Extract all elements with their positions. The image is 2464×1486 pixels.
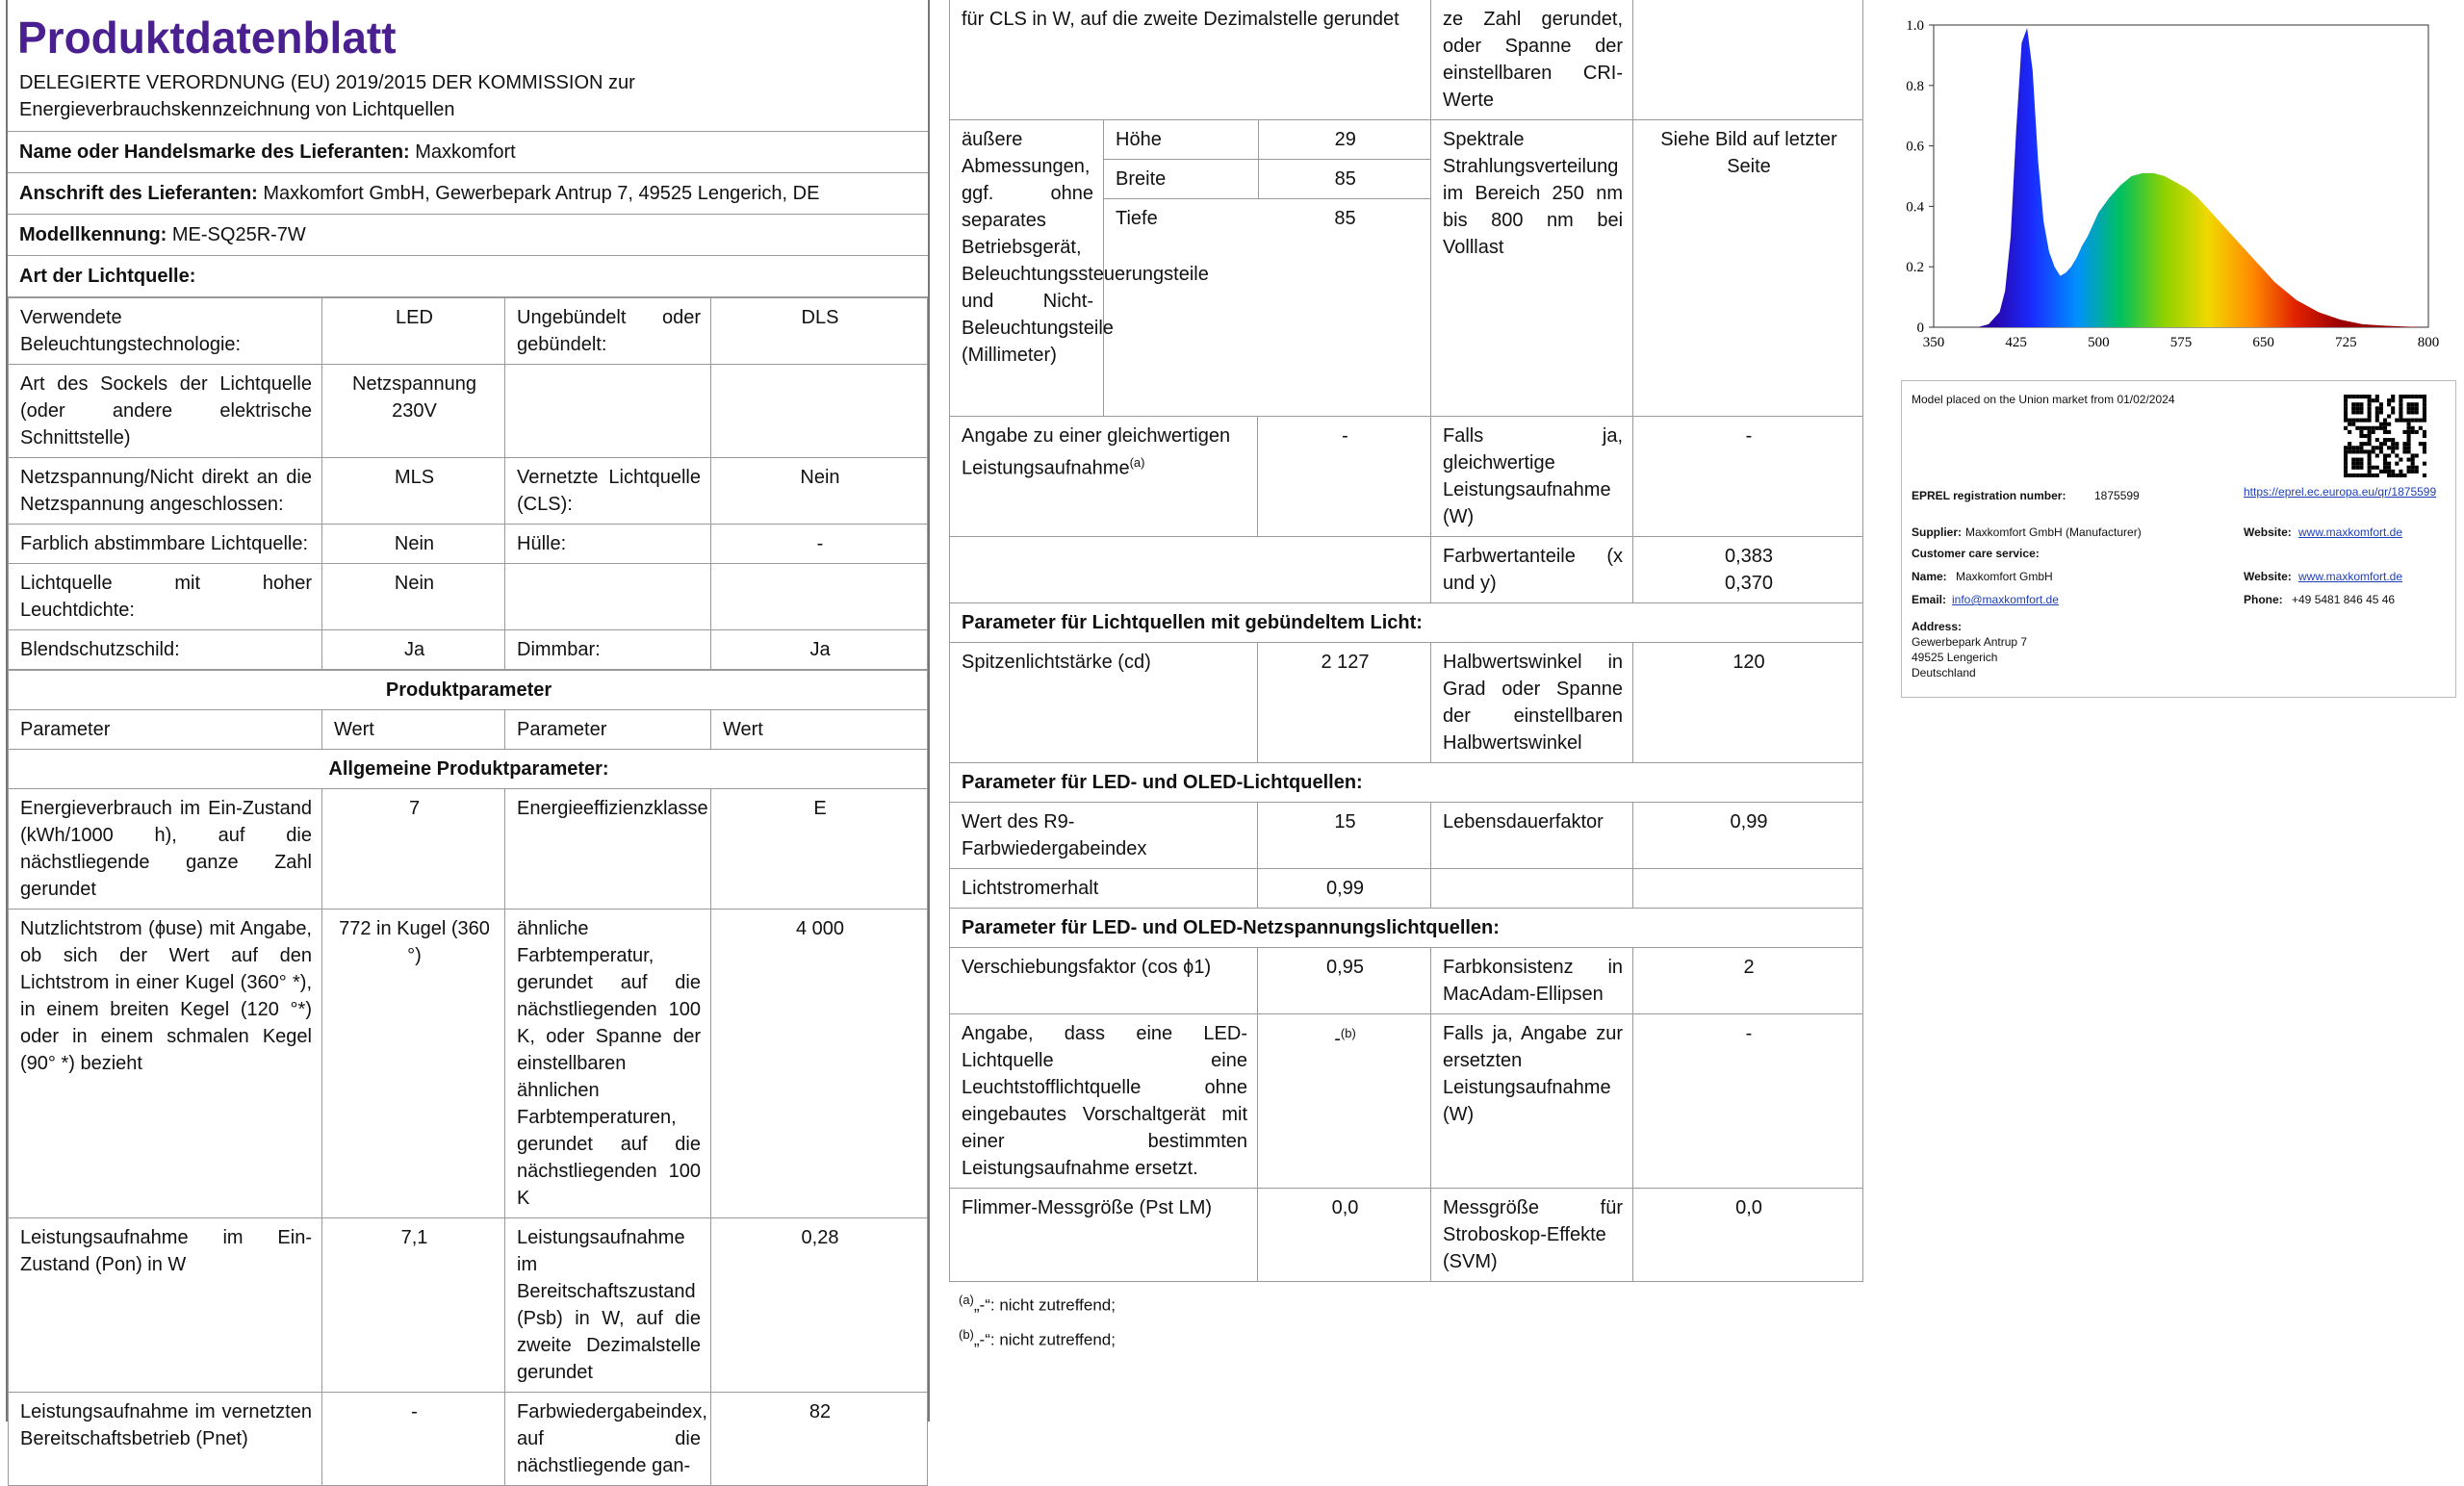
qr-code-icon[interactable] [2344, 395, 2426, 477]
r9-value: 15 [1258, 803, 1431, 869]
address-line-1: Gewerbepark Antrup 7 [1912, 635, 2028, 649]
replaced-power-value: - [1633, 1014, 1863, 1189]
supplier-name-label: Name oder Handelsmarke des Lieferanten: [19, 141, 410, 163]
care-name-value: Maxkomfort GmbH [1956, 570, 2053, 583]
subtitle-line-2: Energieverbrauchskennzeichnung von Lichtquellen [19, 99, 455, 120]
eprel-reg-label: EPREL registration number: [1912, 489, 2066, 502]
light-source-parameter: Hülle: [505, 525, 711, 564]
dim-width-label: Breite [1104, 160, 1258, 199]
care-website-label: Website: [2244, 570, 2292, 583]
col-header-parameter-2: Parameter [505, 710, 711, 750]
light-source-value: DLS [711, 298, 928, 365]
chroma-values [1633, 537, 1863, 603]
right-panel [1891, 0, 2464, 1422]
general-param-value: 772 in Kugel (360 °) [322, 910, 505, 1218]
supplier-address-label: Anschrift des Lieferanten: [19, 183, 258, 204]
light-source-value [711, 564, 928, 630]
y-tick-label: 0.2 [1906, 260, 1924, 276]
footnote-a-mark: (a) [959, 1293, 974, 1307]
supplier-label: Supplier: [1912, 525, 1963, 539]
y-tick-label: 0.4 [1906, 199, 1924, 216]
light-source-parameter: Farblich abstimmbare Lichtquelle: [9, 525, 322, 564]
fluorescent-replacement-label: Angabe, dass eine LED-Lichtquelle eine Leuchtstofflichtquelle ohne eingebautes Vorschaltgerät mit einer bestimmten Leistungsaufnahme ersetzt. [950, 1014, 1258, 1189]
light-source-parameter [505, 564, 711, 630]
equiv-question: Falls ja, gleichwertige Leistungsaufnahme (W) [1431, 417, 1633, 537]
fluorescent-replacement-value [1258, 1014, 1431, 1189]
model-row [8, 215, 928, 256]
light-source-value: MLS [322, 458, 505, 525]
color-consistency-value: 2 [1633, 948, 1863, 1014]
replacement-dash: - [1334, 1028, 1341, 1050]
dim-depth-label: Tiefe [1116, 208, 1158, 229]
general-param-label: Leistungsaufnahme im Ein-Zustand (Pon) in W [9, 1218, 322, 1393]
light-source-row [9, 458, 928, 525]
led-header: Parameter für LED- und OLED-Lichtquellen: [950, 763, 1863, 803]
address-line-2: 49525 Lengerich [1912, 651, 1998, 664]
general-params-header: Allgemeine Produktparameter: [9, 750, 928, 789]
general-param-label: Leistungsaufnahme im Bereitschaftszustand (Psb) in W, auf die zweite Dezimalstelle gerundet [505, 1218, 711, 1393]
r9-label: Wert des R9-Farbwiedergabeindex [950, 803, 1258, 869]
supplier-value: Maxkomfort GmbH (Manufacturer) [1965, 525, 2142, 539]
light-source-parameter: Lichtquelle mit hoher Leuchtdichte: [9, 564, 322, 630]
email-label: Email: [1912, 593, 1947, 606]
x-tick-label: 425 [2005, 335, 2027, 350]
light-source-parameter: Ungebündelt oder gebündelt: [505, 298, 711, 365]
footnote-b-text: „-“: nicht zutreffend; [973, 1330, 1116, 1349]
x-tick-label: 350 [1922, 335, 1945, 350]
market-placement-text: Model placed on the Union market from 01/02/2024 [1912, 393, 2175, 406]
model-label: Modellkennung: [19, 224, 167, 245]
x-tick-label: 800 [2417, 335, 2440, 350]
supplier-name: Maxkomfort [415, 141, 516, 163]
light-source-parameter: Dimmbar: [505, 630, 711, 670]
general-param-label: Leistungsaufnahme im vernetzten Bereitschaftsbetrieb (Pnet) [9, 1393, 322, 1486]
customer-care-label: Customer care service: [1912, 547, 2040, 560]
type-row [8, 256, 928, 297]
general-param-value: E [711, 789, 928, 910]
dim-width-value: 85 [1258, 160, 1430, 199]
equiv-label-text: Angabe zu einer gleichwertigen Leistungsaufnahme [962, 425, 1231, 479]
equiv-value: - [1258, 417, 1431, 537]
general-param-label: Energieverbrauch im Ein-Zustand (kWh/1000 h), auf die nächstliegende ganze Zahl gerundet [9, 789, 322, 910]
product-parameter-table [8, 670, 928, 1486]
empty-cell [1633, 869, 1863, 909]
peak-intensity-value: 2 127 [1258, 643, 1431, 763]
product-params-header: Produktparameter [9, 671, 928, 710]
dim-height-label: Höhe [1104, 120, 1258, 160]
x-tick-label: 500 [2088, 335, 2110, 350]
light-source-parameter: Art des Sockels der Lichtquelle (oder andere elektrische Schnittstelle) [9, 365, 322, 458]
empty-cell [950, 537, 1431, 603]
displacement-factor-label: Verschiebungsfaktor (cos ϕ1) [950, 948, 1258, 1014]
directional-header: Parameter für Lichtquellen mit gebündeltem Licht: [950, 603, 1863, 643]
address-label: Address: [1912, 620, 1963, 633]
light-source-row [9, 298, 928, 365]
light-source-parameter: Blendschutzschild: [9, 630, 322, 670]
light-source-type-table [8, 297, 928, 670]
light-source-row [9, 365, 928, 458]
phone-label: Phone: [2244, 593, 2283, 606]
lumen-maintenance-value: 0,99 [1258, 869, 1431, 909]
survival-factor-value: 0,99 [1633, 803, 1863, 869]
equiv-question-value: - [1633, 417, 1863, 537]
col-header-parameter: Parameter [9, 710, 322, 750]
replacement-footnote-mark: (b) [1340, 1026, 1356, 1040]
y-tick-label: 0 [1916, 320, 1924, 336]
flicker-value: 0,0 [1258, 1189, 1431, 1282]
model-value: ME-SQ25R-7W [171, 224, 306, 245]
spectral-label: Spektrale Strahlungsverteilung im Bereich 250 nm bis 800 nm bei Volllast [1431, 120, 1633, 417]
document-title: Produktdatenblatt [17, 13, 397, 63]
cri-label-cont: ze Zahl gerundet, oder Spanne der einstellbaren CRI-Werte [1431, 0, 1633, 120]
equiv-label [950, 417, 1258, 537]
light-source-value: Ja [322, 630, 505, 670]
spectral-distribution-chart [1891, 0, 2464, 366]
light-source-parameter: Vernetzte Lichtquelle (CLS): [505, 458, 711, 525]
general-param-label: Farbwiedergabeindex, auf die nächstliegende gan- [505, 1393, 711, 1486]
general-param-row [9, 910, 928, 1218]
stroboscopic-label: Messgröße für Stroboskop-Effekte (SVM) [1431, 1189, 1633, 1282]
y-tick-label: 0.6 [1906, 139, 1924, 155]
light-source-value: Nein [711, 458, 928, 525]
type-label: Art der Lichtquelle: [19, 266, 196, 287]
general-param-value: 4 000 [711, 910, 928, 1218]
website-label: Website: [2244, 525, 2292, 539]
supplier-address-row [8, 173, 928, 215]
footnote-b-mark: (b) [959, 1326, 974, 1342]
general-param-value: 82 [711, 1393, 928, 1486]
light-source-value: Nein [322, 525, 505, 564]
phone-value: +49 5481 846 45 46 [2292, 593, 2396, 606]
x-tick-label: 575 [2169, 335, 2193, 350]
beam-angle-value: 120 [1633, 643, 1863, 763]
care-name-label: Name: [1912, 570, 1947, 583]
y-tick-label: 1.0 [1906, 18, 1924, 34]
general-param-value: 7 [322, 789, 505, 910]
survival-factor-label: Lebensdauerfaktor [1431, 803, 1633, 869]
replaced-power-label: Falls ja, Angabe zur ersetzten Leistungsaufnahme (W) [1431, 1014, 1633, 1189]
mid-parameter-table [949, 0, 1863, 1282]
dim-depth-value: 85 [1334, 208, 1356, 229]
col-header-value-2: Wert [711, 710, 928, 750]
light-source-value: Nein [322, 564, 505, 630]
general-param-row [9, 1218, 928, 1393]
col-header-value: Wert [322, 710, 505, 750]
general-param-row [9, 1393, 928, 1486]
left-datasheet-panel [6, 0, 930, 1476]
beam-angle-label: Halbwertswinkel in Grad oder Spanne der einstellbaren Halbwertswinkel [1431, 643, 1633, 763]
dimensions-label: äußere Abmessungen, ggf. ohne separates Betriebsgerät, Beleuchtungssteuerungsteile und Nicht-Beleuchtungsteile (Millimeter) [950, 120, 1104, 417]
chroma-x: 0,383 [1724, 546, 1774, 567]
general-param-value: - [322, 1393, 505, 1486]
general-param-row [9, 789, 928, 910]
supplier-address: Maxkomfort GmbH, Gewerbepark Antrup 7, 49525 Lengerich, DE [263, 183, 820, 204]
displacement-factor-value: 0,95 [1258, 948, 1431, 1014]
general-param-label: Nutzlichtstrom (ϕuse) mit Angabe, ob sich der Wert auf den Lichtstrom in einer Kugel (360° *), in einem breiten Kegel (120 °*) oder in einem schmalen Kegel (90° *) bezieht [9, 910, 322, 1218]
general-param-value: 7,1 [322, 1218, 505, 1393]
cri-value-cont [1633, 0, 1863, 120]
y-tick-label: 0.8 [1906, 78, 1924, 94]
light-source-value: Ja [711, 630, 928, 670]
regulation-subtitle [8, 69, 928, 132]
equiv-footnote-mark: (a) [1129, 455, 1145, 470]
light-source-value: LED [322, 298, 505, 365]
empty-cell [1431, 869, 1633, 909]
light-source-row [9, 630, 928, 670]
spectrum-area [1934, 28, 2428, 327]
color-consistency-label: Farbkonsistenz in MacAdam-Ellipsen [1431, 948, 1633, 1014]
middle-datasheet-panel [949, 0, 1863, 1358]
lumen-maintenance-label: Lichtstromerhalt [950, 869, 1258, 909]
light-source-parameter: Netzspannung/Nicht direkt an die Netzspannung angeschlossen: [9, 458, 322, 525]
footnote-a-text: „-“: nicht zutreffend; [973, 1295, 1116, 1315]
eprel-qr-link[interactable]: https://eprel.ec.europa.eu/qr/1875599 [2244, 485, 2437, 499]
eprel-info-box [1901, 380, 2456, 698]
x-tick-label: 725 [2335, 335, 2357, 350]
light-source-value [711, 365, 928, 458]
supplier-name-row [8, 132, 928, 173]
peak-intensity-label: Spitzenlichtstärke (cd) [950, 643, 1258, 763]
chroma-y: 0,370 [1724, 573, 1774, 594]
eprel-reg-value: 1875599 [2094, 489, 2140, 502]
mains-led-header: Parameter für LED- und OLED-Netzspannungslichtquellen: [950, 909, 1863, 948]
dim-height-value: 29 [1258, 120, 1430, 160]
light-source-parameter: Verwendete Beleuchtungstechnologie: [9, 298, 322, 365]
spectral-value: Siehe Bild auf letzter Seite [1633, 120, 1863, 417]
flicker-label: Flimmer-Messgröße (Pst LM) [950, 1189, 1258, 1282]
light-source-row [9, 525, 928, 564]
general-param-label: Energieeffizienzklasse [505, 789, 711, 910]
light-source-value: - [711, 525, 928, 564]
email-link[interactable]: info@maxkomfort.de [1952, 593, 2059, 606]
website-link[interactable]: www.maxkomfort.de [2298, 525, 2403, 539]
light-source-value: Netzspannung 230V [322, 365, 505, 458]
general-param-label: ähnliche Farbtemperatur, gerundet auf die nächstliegenden 100 K, oder Spanne der einstellbaren ähnlichen Farbtemperaturen, gerundet auf die nächstliegenden 100 K [505, 910, 711, 1218]
chroma-label: Farbwertanteile (x und y) [1431, 537, 1633, 603]
light-source-row [9, 564, 928, 630]
x-tick-label: 650 [2252, 335, 2274, 350]
general-param-value: 0,28 [711, 1218, 928, 1393]
light-source-parameter [505, 365, 711, 458]
care-website-link[interactable]: www.maxkomfort.de [2298, 570, 2403, 583]
stroboscopic-value: 0,0 [1633, 1189, 1863, 1282]
address-line-3: Deutschland [1912, 666, 1976, 679]
subtitle-line-1: DELEGIERTE VERORDNUNG (EU) 2019/2015 DER KOMMISSION zur [19, 72, 635, 93]
footnote-b [949, 1317, 1863, 1359]
dimensions-table [1104, 120, 1430, 238]
cls-standby-label-cont: für CLS in W, auf die zweite Dezimalstelle gerundet [950, 0, 1431, 120]
